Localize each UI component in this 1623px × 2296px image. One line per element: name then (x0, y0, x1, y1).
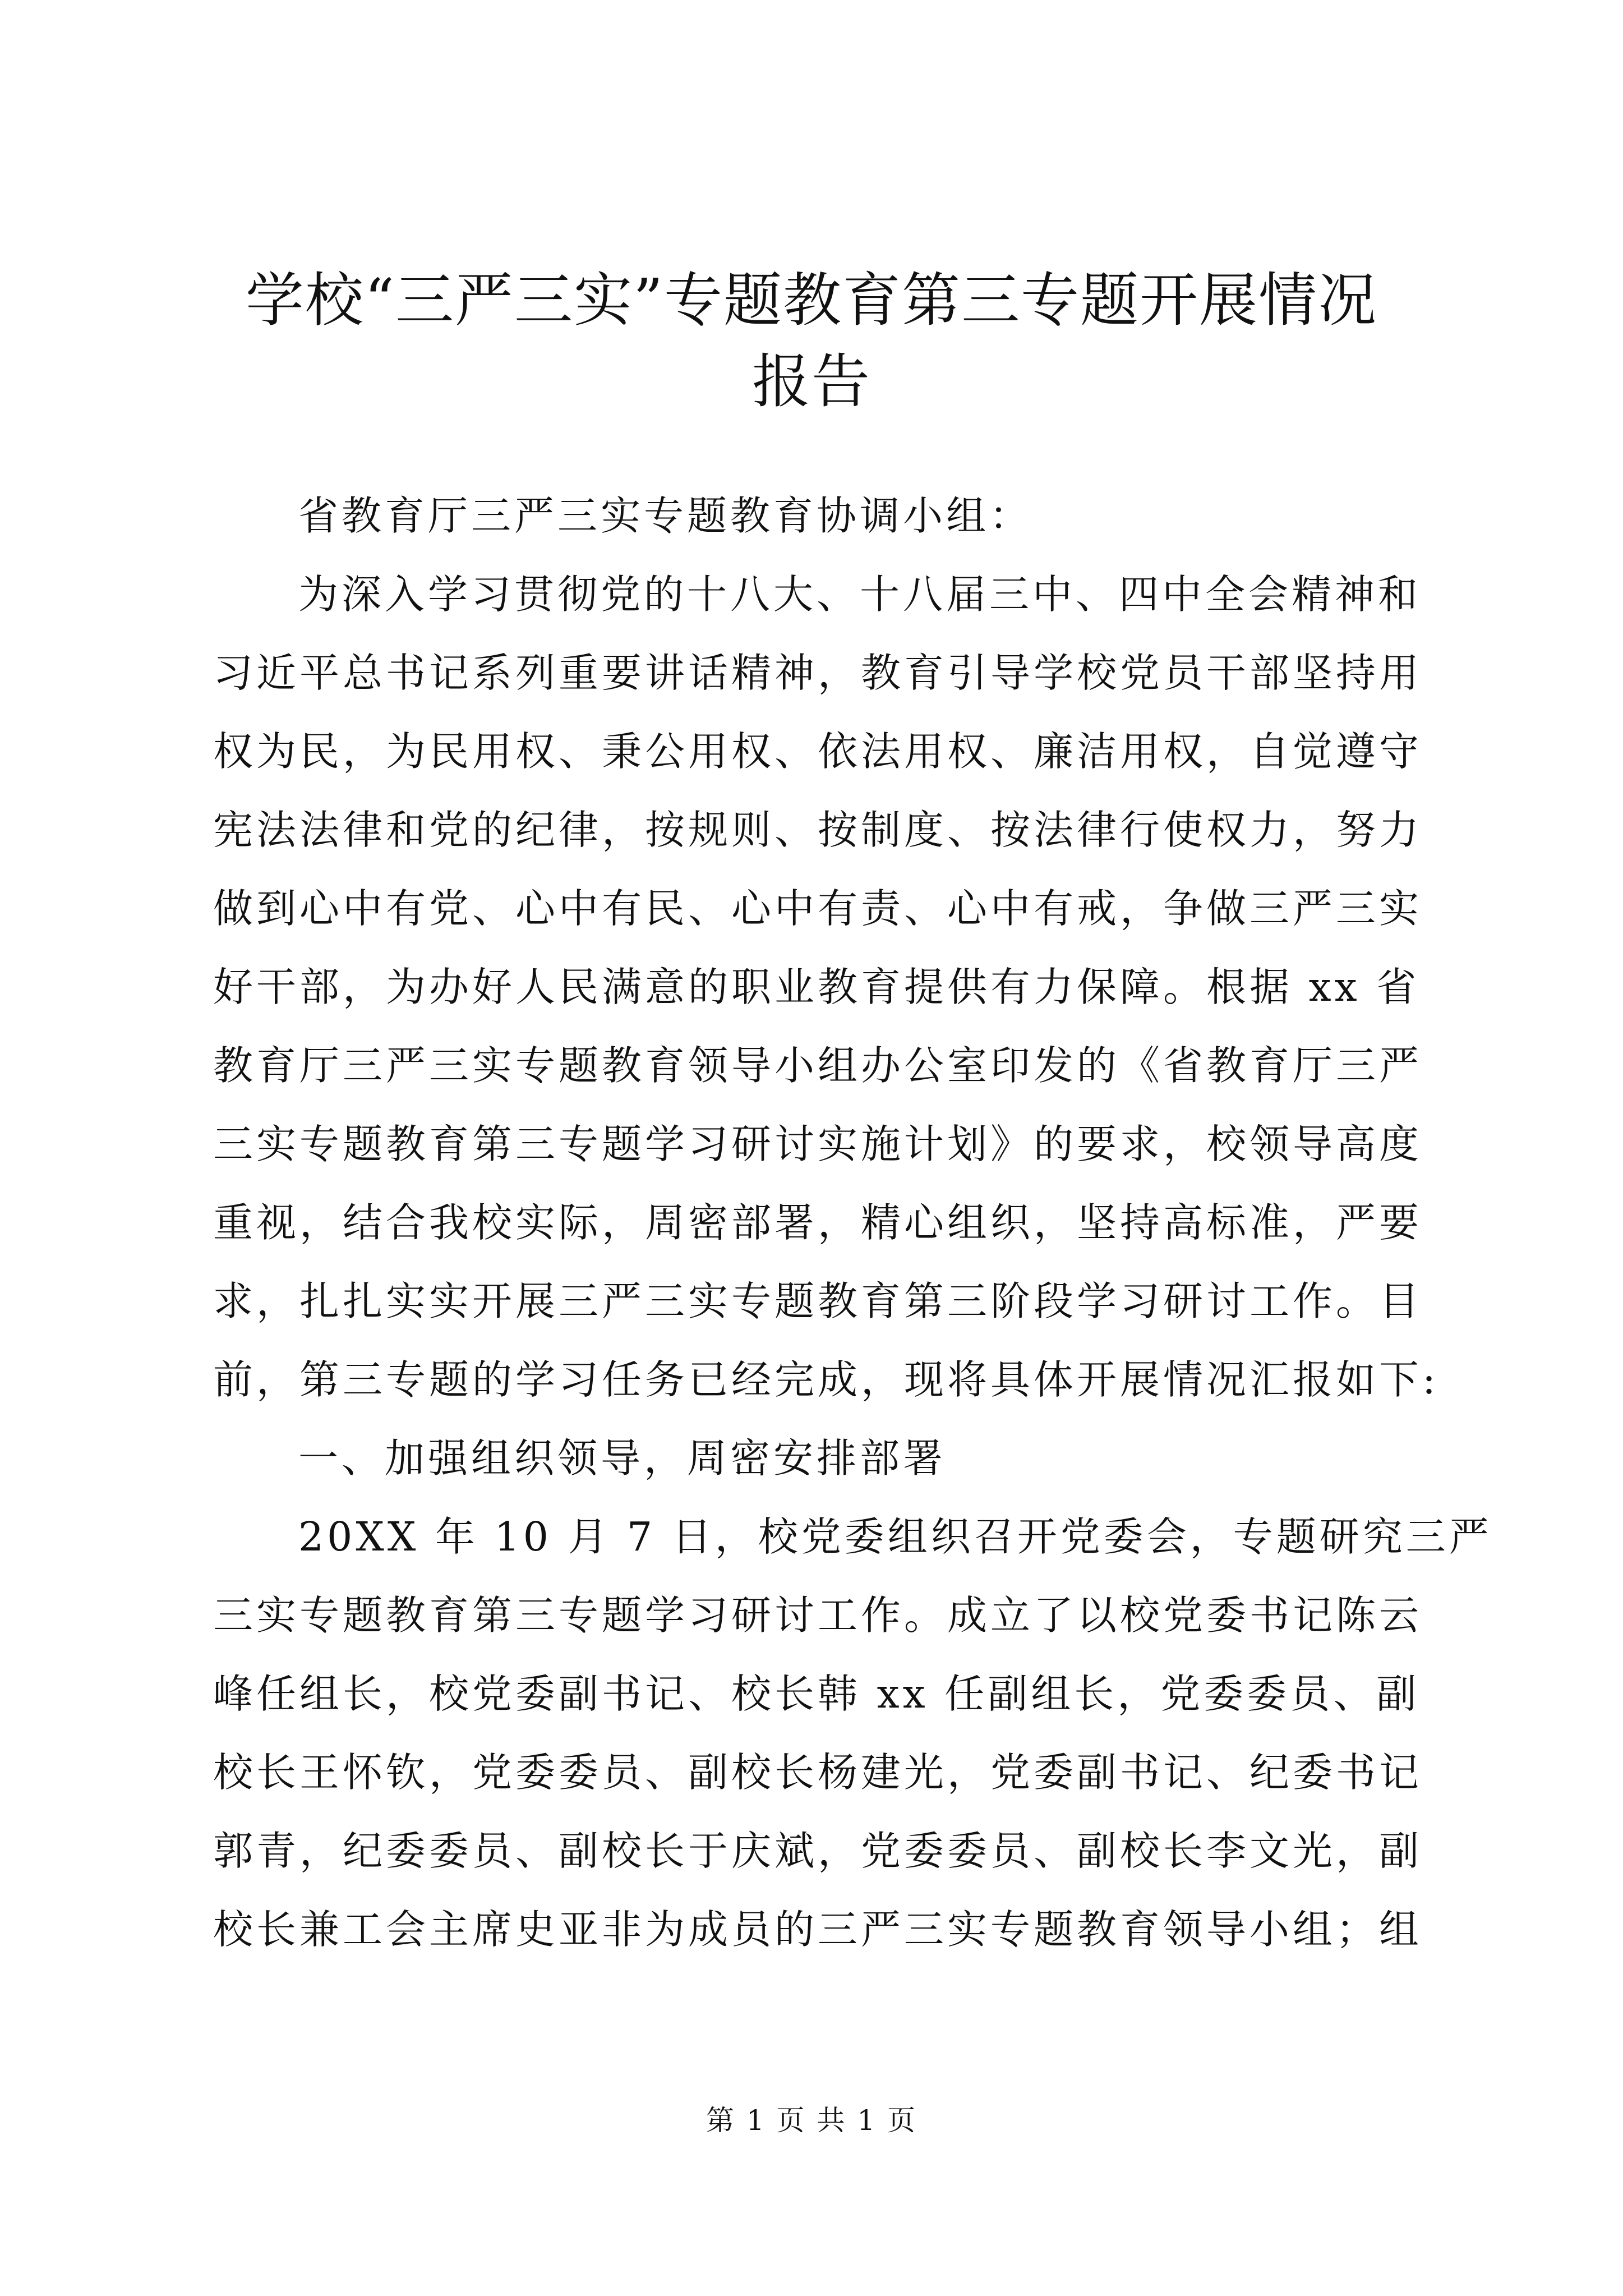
paragraph-1-line-5: 做到心中有党、心中有民、心中有责、心中有戒，争做三严三实 (213, 885, 1423, 932)
paragraph-1-line-11: 前，第三专题的学习任务已经完成，现将具体开展情况汇报如下: (213, 1356, 1439, 1403)
paragraph-2-line-2: 三实专题教育第三专题学习研讨工作。成立了以校党委书记陈云 (213, 1592, 1423, 1639)
paragraph-1-line-7: 教育厅三严三实专题教育领导小组办公室印发的《省教育厅三严 (213, 1042, 1423, 1089)
paragraph-2-line-6: 校长兼工会主席史亚非为成员的三严三实专题教育领导小组；组 (213, 1906, 1423, 1953)
page-number-footer: 第 1 页 共 1 页 (706, 2104, 917, 2137)
paragraph-1-line-1: 为深入学习贯彻党的十八大、十八届三中、四中全会精神和 (298, 571, 1422, 618)
paragraph-1-line-6: 好干部，为办好人民满意的职业教育提供有力保障。根据 xx 省 (213, 964, 1420, 1010)
paragraph-1-line-3: 权为民，为民用权、秉公用权、依法用权、廉洁用权，自觉遵守 (213, 728, 1423, 775)
paragraph-2-line-4: 校长王怀钦，党委委员、副校长杨建光，党委副书记、纪委书记 (213, 1749, 1423, 1796)
paragraph-2-line-1: 20XX 年 10 月 7 日，校党委组织召开党委会，专题研究三严 (298, 1513, 1492, 1560)
section-heading-1: 一、加强组织领导，周密安排部署 (298, 1435, 947, 1481)
paragraph-1-line-8: 三实专题教育第三专题学习研讨实施计划》的要求，校领导高度 (213, 1121, 1423, 1167)
document-title-line-2: 报告 (751, 347, 871, 416)
paragraph-2-line-3: 峰任组长，校党委副书记、校长韩 xx 任副组长，党委委员、副 (213, 1671, 1420, 1717)
paragraph-1-line-10: 求，扎扎实实开展三严三实专题教育第三阶段学习研讨工作。目 (213, 1278, 1423, 1324)
salutation-line: 省教育厅三严三实专题教育协调小组： (298, 493, 1033, 539)
paragraph-1-line-2: 习近平总书记系列重要讲话精神，教育引导学校党员干部坚持用 (213, 650, 1423, 696)
document-title-line-1: 学校“三严三实”专题教育第三专题开展情况 (245, 266, 1378, 334)
paragraph-1-line-9: 重视，结合我校实际，周密部署，精心组织，坚持高标准，严要 (213, 1199, 1423, 1246)
paragraph-2-line-5: 郭青，纪委委员、副校长于庆斌，党委委员、副校长李文光，副 (213, 1828, 1423, 1874)
paragraph-1-line-4: 宪法法律和党的纪律，按规则、按制度、按法律行使权力，努力 (213, 807, 1423, 853)
